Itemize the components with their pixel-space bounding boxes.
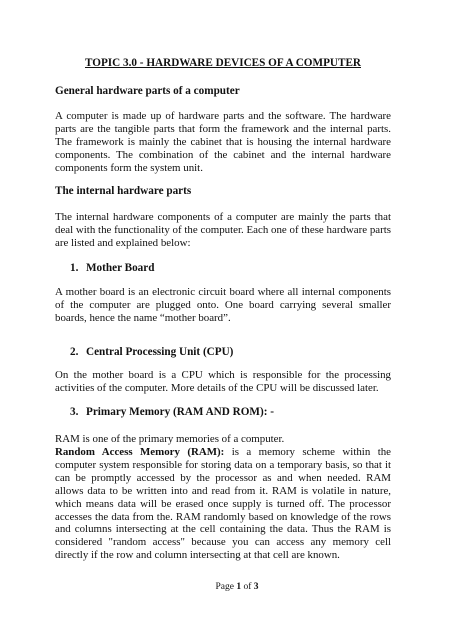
item-number: 3. xyxy=(70,406,79,418)
item-heading-primary-memory xyxy=(70,406,274,418)
paragraph-mother-board: A mother board is an electronic circuit board where all internal components of the computer are plugged onto. One board carrying several smaller boards, hence the name “mother board”. xyxy=(55,286,391,324)
paragraph-ram-intro: RAM is one of the primary memories of a computer. xyxy=(55,433,285,445)
total-pages-number: 3 xyxy=(253,582,259,592)
paragraph-cpu: On the mother board is a CPU which is responsible for the processing activities of the computer. More details of the CPU will be discussed later. xyxy=(55,369,391,394)
ram-term: Random Access Memory (RAM): xyxy=(55,446,225,458)
item-title: Mother Board xyxy=(86,262,155,274)
item-heading-mother-board xyxy=(70,262,154,274)
ram-description: is a memory scheme within the computer system responsible for storing data on a temporary basis, so that it can be promptly accessed by the processor as and when needed. RAM allows data to be written into and read from it. RAM is volatile in nature, which means data will be erased once supply is turned off. The processor accesses the data from the. RAM randomly based on knowledge of the rows and columns intersecting at the cell containing the data. Thus the RAM is considered "random access" because you can access any memory cell directly if the row and column intersecting at that cell are known. xyxy=(55,446,391,562)
item-number: 2. xyxy=(70,346,79,358)
item-title: Central Processing Unit (CPU) xyxy=(86,346,234,358)
current-page-number: 1 xyxy=(236,582,242,592)
page-footer xyxy=(0,582,474,592)
paragraph-internal: The internal hardware components of a computer are mainly the parts that deal with the functionality of the computer. Each one of these hardware parts are listed and explained below: xyxy=(55,211,391,249)
item-number: 1. xyxy=(70,262,79,274)
item-title: Primary Memory (RAM AND ROM): - xyxy=(86,406,274,418)
section-heading-general: General hardware parts of a computer xyxy=(55,85,240,97)
page-label: Page xyxy=(215,582,234,592)
of-label: of xyxy=(243,582,252,592)
page-title: TOPIC 3.0 - HARDWARE DEVICES OF A COMPUTER xyxy=(85,57,361,69)
item-heading-cpu xyxy=(70,346,233,358)
section-heading-internal: The internal hardware parts xyxy=(55,185,192,197)
paragraph-general: A computer is made up of hardware parts and the software. The hardware parts are the tangible parts that form the framework and the internal parts. The framework is mainly the cabinet that is housing the internal hardware components. The combination of the cabinet and the internal hardware components form the system unit. xyxy=(55,110,391,174)
paragraph-ram xyxy=(55,446,391,562)
